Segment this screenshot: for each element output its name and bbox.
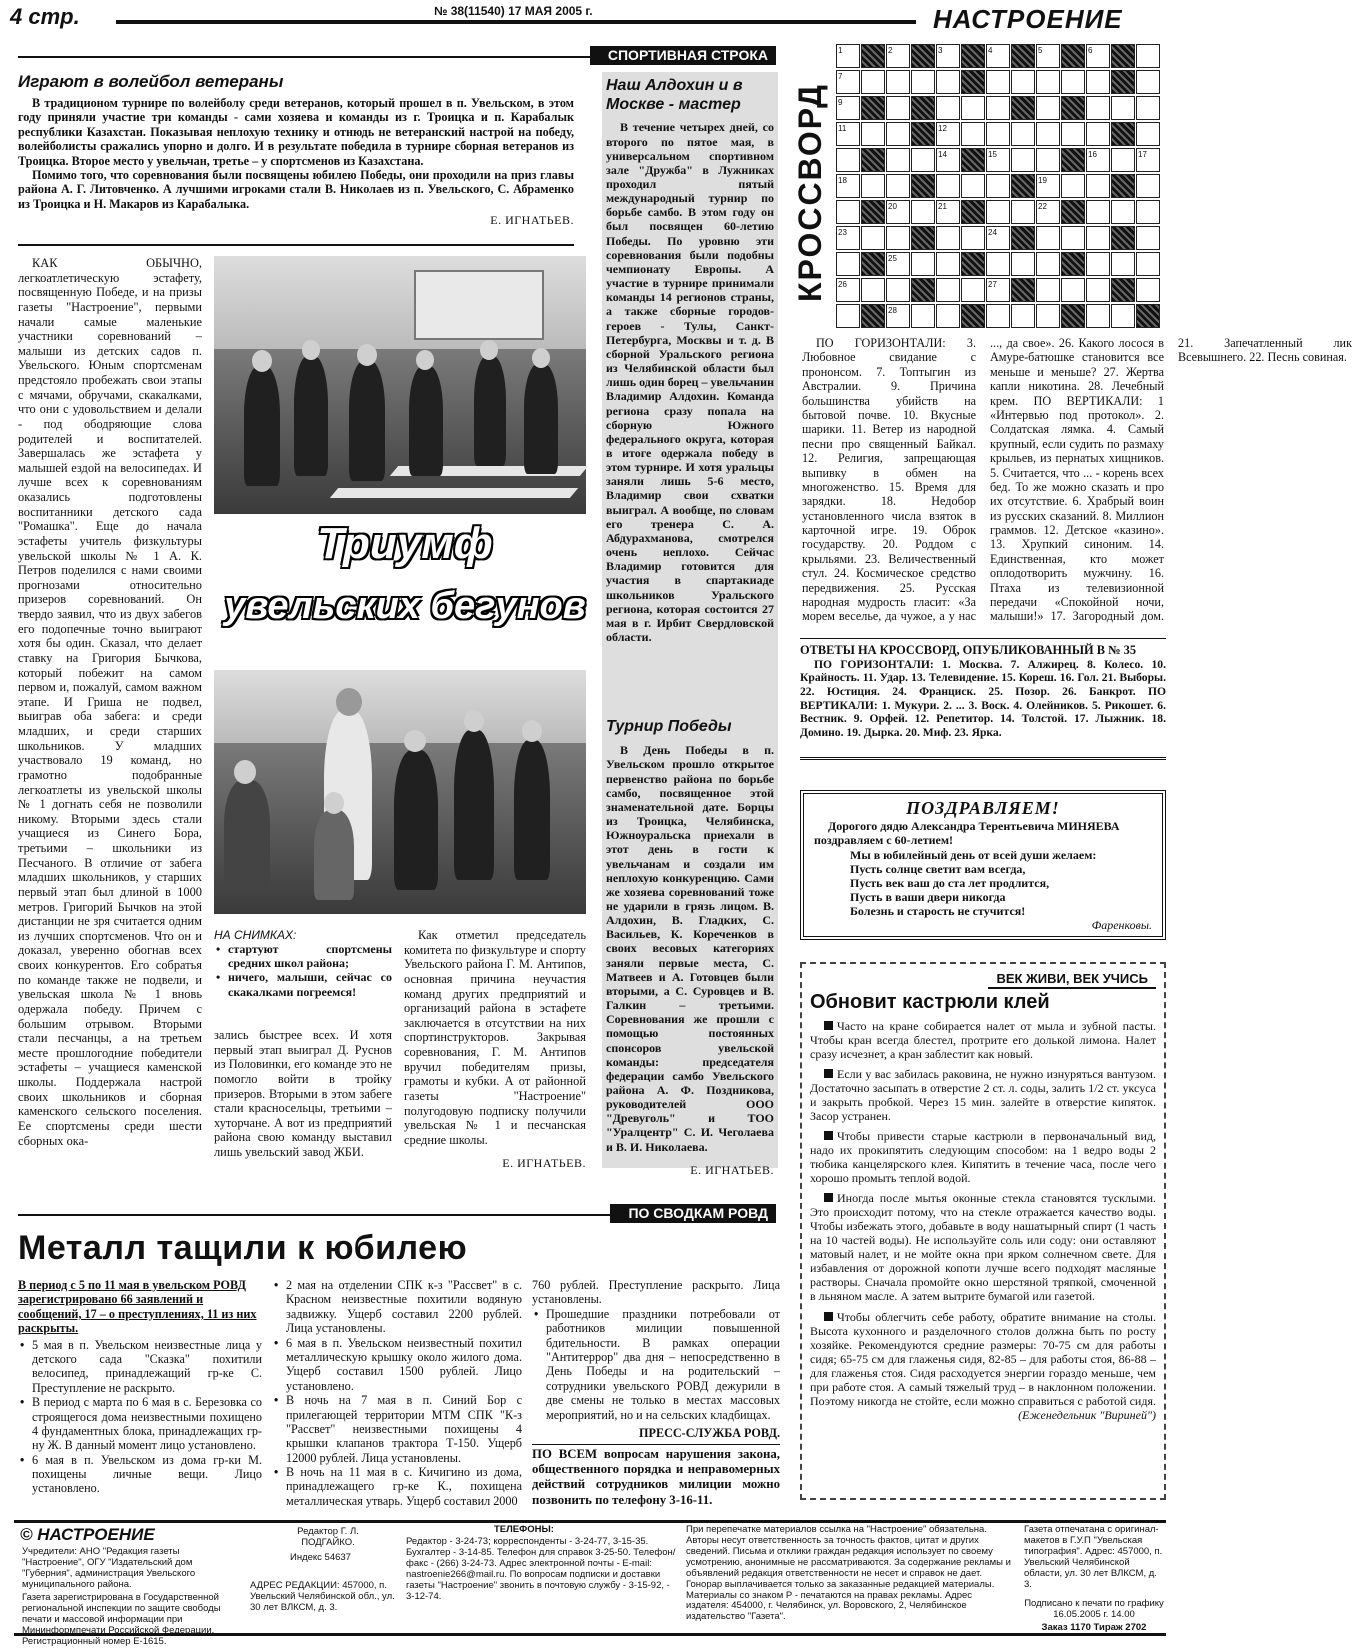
crossword-cell[interactable] <box>1036 252 1060 276</box>
crossword-cell[interactable]: 18 <box>836 174 860 198</box>
tip-paragraph: Часто на кране собирается налет от мыла и зубной пасты. Чтобы кран всегда блестел, протрите его долькой лимона. Налет сразу исчезнет, а кран заблестит как новый. <box>810 1018 1156 1061</box>
crossword-cell[interactable] <box>911 200 935 224</box>
crossword-black-cell <box>961 252 985 276</box>
crossword-cell[interactable] <box>1036 304 1060 328</box>
crossword-black-cell <box>1061 44 1085 68</box>
footer <box>14 1520 1166 1647</box>
crossword-cell[interactable] <box>1061 278 1085 302</box>
footer-signed: Подписано к печати по графику 16.05.2005 г. 14.00 <box>1024 1598 1164 1620</box>
crossword-cell[interactable] <box>1111 304 1135 328</box>
crossword-cell[interactable] <box>986 174 1010 198</box>
triumph-headline <box>220 518 590 668</box>
crossword-cell[interactable]: 25 <box>886 252 910 276</box>
crossword-cell[interactable] <box>1011 304 1035 328</box>
volleyball-signature: Е. ИГНАТЬЕВ. <box>490 213 574 228</box>
answers-text: ПО ГОРИЗОНТАЛИ: 1. Москва. 7. Алжирец. 8. Колесо. 10. Крайность. 11. Удар. 13. Телевидение. 15. Кореш. 16. Гол. 21. Выборы. 22. Юстиция. 24. Франциск. 25. Позор. 26. Банкрот. ПО ВЕРТИКАЛИ: 1. Мукури. 2. ... 3. Воск. 4. Олейников. 5. Рикошет. 6. Вестник. 9. Орфей. 12. Репетитор. 14. Толстой. 17. Лыжник. 18. Домино. 19. Дырка. 20. Миф. 23. Ярка. <box>800 657 1166 739</box>
triumph-signature: Е. ИГНАТЬЕВ. <box>502 1156 586 1170</box>
crossword-cell[interactable]: 28 <box>886 304 910 328</box>
rovd-title: Металл тащили к юбилею <box>18 1229 468 1267</box>
tip-paragraph: Чтобы привести старые кастрюли в первоначальный вид, надо их прокипятить следующим способом: на 1 ведро воды 2 тюбика канцелярского клея. Кипятить в течение часа, после чего хорошо промыть теплой водой. <box>810 1129 1156 1186</box>
crossword-cell[interactable] <box>886 148 910 172</box>
crossword-cell[interactable] <box>886 226 910 250</box>
crossword-black-cell <box>961 44 985 68</box>
crossword-black-cell <box>1111 226 1135 250</box>
crossword-cell[interactable]: 1 <box>836 44 860 68</box>
crossword-cell[interactable] <box>961 174 985 198</box>
crossword-cell[interactable] <box>1036 122 1060 146</box>
footer-address: АДРЕС РЕДАКЦИИ: 457000, п. Увельский Челябинской обл., ул. 30 лет ВЛКСМ, д. 3. <box>250 1580 395 1613</box>
footer-rules: При перепечатке материалов ссылка на "Настроение" обязательна. Авторы несут ответственность за точность фактов, цитат и других сведений. Письма и отклики граждан редакция использует по своему усмотрению, анонимные не рассматриваются. За содержание рекламы и объявлений редакция ответственности не несет и справок не дает. Гонорар выплачивается только за заказанные редакцией материалы. Материалы со знаком Р - печатаются на правах рекламы. Адрес издателя: 454000, г. Челябинск, ул. Воровского, 2, Челябинское издательство "Газета". <box>686 1524 1011 1623</box>
aldokhin-text: В течение четырех дней, со второго по пятое мая, в универсальном спортивном зале "Дружба" в Лужниках проходил пятый международный турнир по борьбе самбо. В этом году он был посвящен 60-летию Победы. По уровню эти соревнования были подобны чемпионату Европы. А участие в турнире принимали команды 14 регионов страны, а также сборные городов-героев - Тулы, Санкт-Петербурга, Москвы и т. д. В сборной Уральского региона из Челябинской области был лишь один борец – увельчанин Владимир Алдохин. Команда региона сразу попала на сборную Южного федерального округа, которая в итоге одержала победу в этом турнире. И хотя уральцы заняли лишь 5-6 место, Владимир свои схватки выиграл. А вообще, по словам его тренера С. А. Абдурахманова, смотрелся очень неплохо. Сейчас Владимир готовится для участия в спартакиаде школьников Уральского региона, которая состоится 27 мая в г. Ирбит Свердловской области. <box>606 120 774 644</box>
crossword-cell[interactable] <box>1011 200 1035 224</box>
crossword-cell[interactable] <box>936 304 960 328</box>
square-bullet-icon <box>824 1193 833 1202</box>
crossword-cell[interactable] <box>1136 70 1160 94</box>
issue-line: № 38(11540) 17 МАЯ 2005 г. <box>428 4 599 18</box>
crossword-cell[interactable]: 14 <box>936 148 960 172</box>
crossword-cell[interactable] <box>886 174 910 198</box>
crossword-black-cell <box>861 44 885 68</box>
crossword-cell[interactable] <box>1111 200 1135 224</box>
photo-children <box>214 670 586 914</box>
footer-editor: Редактор Г. Л. ПОДГАЙКО. <box>297 1526 359 1548</box>
crossword-clues <box>802 336 1352 632</box>
crossword-cell[interactable] <box>961 278 985 302</box>
crossword-cell[interactable] <box>961 226 985 250</box>
crossword-cell[interactable]: 11 <box>836 122 860 146</box>
crossword-section <box>792 40 1352 762</box>
crossword-black-cell <box>1011 96 1035 120</box>
crossword-cell[interactable]: 2 <box>886 44 910 68</box>
crossword-cell[interactable] <box>1036 278 1060 302</box>
crossword-black-cell <box>861 252 885 276</box>
crossword-black-cell <box>1011 278 1035 302</box>
divider <box>18 244 574 246</box>
tip-paragraph: Чтобы облегчить себе работу, обратите внимание на столы. Высота кухонного и разделочного столов должна быть по росту хозяйке. Рекомендуются средние размеры: 70-75 см для работы сидя; 65-75 см для глаженья сидя, 82-85 – для работы стоя, 86-88 – для глаженья стоя. Сидя расходуется энергии гораздо меньше, чем при работе стоя. А самый тяжелый труд – в наклонном положении. Поэтому никогда не стойте, если можно справиться с работой сидя. <box>810 1309 1156 1408</box>
crossword-cell[interactable]: 27 <box>986 278 1010 302</box>
crossword-cell[interactable]: 22 <box>1036 200 1060 224</box>
crossword-cell[interactable] <box>1136 200 1160 224</box>
crossword-cell[interactable] <box>1036 96 1060 120</box>
rovd-item: • В ночь на 11 мая в с. Кичигино из дома, принадлежащего гр-ке К., похищена металлическая утварь. Ущерб составил 2000 <box>272 1465 522 1508</box>
crossword-cell[interactable] <box>986 304 1010 328</box>
footer-index: Индекс 54637 <box>290 1552 351 1563</box>
crossword-black-cell <box>1111 44 1135 68</box>
photo-captions <box>214 928 392 1008</box>
footer-phones-title: ТЕЛЕФОНЫ: <box>494 1524 554 1535</box>
crossword-cell[interactable] <box>1011 148 1035 172</box>
crossword-vertical-title: КРОССВОРД <box>792 83 828 303</box>
volleyball-article <box>18 72 574 240</box>
crossword-black-cell <box>1061 96 1085 120</box>
crossword-cell[interactable] <box>1061 226 1085 250</box>
crossword-cell[interactable] <box>1111 96 1135 120</box>
triumph-column-1 <box>18 256 202 1176</box>
volleyball-title: Играют в волейбол ветераны <box>18 72 284 91</box>
crossword-cell[interactable] <box>911 252 935 276</box>
rovd-item: • 2 мая на отделении СПК к-з "Рассвет" в с. Красном неизвестные похитили водяную задвижку. Ущерб составил 2200 рублей. Лица установлены. <box>272 1278 522 1336</box>
crossword-cell[interactable] <box>1011 122 1035 146</box>
crossword-cell[interactable] <box>1136 174 1160 198</box>
crossword-black-cell <box>1111 122 1135 146</box>
crossword-cell[interactable]: 24 <box>986 226 1010 250</box>
tip-paragraph: Иногда после мытья оконные стекла становятся тусклыми. Это происходит потому, что на стекле отражается качество воды. Чтобы избежать этого, добавьте в воду нашатырный спирт (1 часть на 10 частей воды). Не используйте соль или соду: они оставляют матовый налет, и не мойте окна при ярком солнечном свете. Для избавления от дорожной копоти лучше всего подходят масляные растворы. Сначала промойте окно шерстяной тряпкой, смоченной в льняном масле. А затем вытрите бумагой или газетой. <box>810 1191 1156 1304</box>
crossword-cell[interactable] <box>1136 226 1160 250</box>
crossword-cell[interactable]: 23 <box>836 226 860 250</box>
rovd-item: • В ночь на 7 мая в п. Синий Бор с прилегающей территории МТМ СПК "К-з "Рассвет" неизвестными похищены 4 крышки клапанов трактора Т-150. Ущерб 12000 рублей. Лица установлены. <box>272 1393 522 1465</box>
crossword-black-cell <box>861 200 885 224</box>
rovd-note: ПО ВСЕМ вопросам нарушения закона, общественного порядка и неправомерных действий сотрудников милиции можно позвонить по телефону 3-16-11. <box>532 1444 780 1507</box>
crossword-cell[interactable] <box>936 226 960 250</box>
rovd-list <box>18 1338 262 1496</box>
crossword-black-cell <box>961 304 985 328</box>
crossword-cell[interactable] <box>936 278 960 302</box>
crossword-cell[interactable]: 3 <box>936 44 960 68</box>
page-number: 4 стр. <box>10 4 80 29</box>
footer-phones: Редактор - 3-24-73; корреспонденты - 3-24-77, 3-15-35. Бухгалтер - 3-14-85. Телефон для справок 3-25-50. Телефон/факс - (266) 3-24-73. Адрес электронной почты - E-mail: nastroenie266@mail.ru. По вопросам подписки и доставки газеты "Настроение" звонить в почтовую службу - 3-15-92, - 3-12-74. <box>406 1536 676 1602</box>
crossword-cell[interactable]: 4 <box>986 44 1010 68</box>
crossword-cell[interactable]: 5 <box>1036 44 1060 68</box>
crossword-black-cell <box>911 174 935 198</box>
crossword-cell[interactable] <box>836 304 860 328</box>
rovd-rubric-line <box>18 1214 610 1216</box>
crossword-black-cell <box>1011 226 1035 250</box>
crossword-cell[interactable] <box>911 148 935 172</box>
crossword-cell[interactable]: 12 <box>936 122 960 146</box>
aldokhin-title: Наш Алдохин и в Москве - мастер <box>606 77 743 114</box>
crossword-cell[interactable] <box>1086 304 1110 328</box>
rovd-column-1 <box>18 1278 262 1514</box>
header-rule <box>116 20 916 24</box>
rovd-signature: ПРЕСС-СЛУЖБА РОВД. <box>639 1425 780 1440</box>
rovd-item: • Прошедшие праздники потребовали от работников милиции повышенной бдительности. В рамках операции "Антитеррор" два дня – непосредственно в День Победы и на родительский – сотрудники увельского РОВД дежурили в две смены не только в местах массовых мероприятий, но и на сельских кладбищах. <box>532 1307 780 1422</box>
crossword-cell[interactable] <box>961 122 985 146</box>
crossword-black-cell <box>861 304 885 328</box>
crossword-cell[interactable] <box>936 252 960 276</box>
crossword-cell[interactable] <box>1086 122 1110 146</box>
crossword-black-cell <box>911 122 935 146</box>
crossword-cell[interactable] <box>836 200 860 224</box>
photo-runners <box>214 256 586 514</box>
crossword-black-cell <box>961 200 985 224</box>
crossword-cell[interactable]: 15 <box>986 148 1010 172</box>
congrats-line: Пусть век ваш до ста лет продлится, <box>850 875 1050 890</box>
crossword-black-cell <box>1111 70 1135 94</box>
footer-registration: Газета зарегистрирована в Государственной региональной инспекции по защите свободы печати и массовой информации при Мининформпечати Российской Федерации. Регистрационный номер Е-1615. <box>22 1592 221 1647</box>
crossword-cell[interactable] <box>1086 252 1110 276</box>
tips-title: Обновит кастрюли клей <box>810 991 1050 1014</box>
crossword-cell[interactable] <box>1011 252 1035 276</box>
crossword-black-cell <box>1061 304 1085 328</box>
footer-founders: Учредители: АНО "Редакция газеты "Настроение", ОГУ "Издательский дом "Губерния", администрация Увельского муниципального района. <box>22 1546 196 1590</box>
crossword-cell[interactable] <box>836 252 860 276</box>
sport-rubric: СПОРТИВНАЯ СТРОКА <box>590 46 776 65</box>
crossword-black-cell <box>911 226 935 250</box>
square-bullet-icon <box>824 1131 833 1140</box>
crossword-cell[interactable] <box>986 70 1010 94</box>
square-bullet-icon <box>824 1069 833 1078</box>
crossword-cell[interactable]: 26 <box>836 278 860 302</box>
answers-box <box>800 638 1166 760</box>
crossword-cell[interactable] <box>1086 174 1110 198</box>
congrats-line: Болезнь и старость не стучится! <box>850 904 1026 919</box>
footer-logo: © НАСТРОЕНИЕ <box>20 1525 155 1544</box>
captions-title: НА СНИМКАХ: <box>214 928 297 942</box>
page-header <box>8 2 1167 36</box>
caption-1: • стартуют спортсмены средних школ района; <box>214 942 392 970</box>
crossword-black-cell <box>911 44 935 68</box>
congrats-line: Пусть в ваши двери никогда <box>850 890 1006 905</box>
crossword-black-cell <box>911 96 935 120</box>
crossword-cell[interactable] <box>1086 70 1110 94</box>
tips-source: (Еженедельник "Вириней") <box>1018 1407 1156 1422</box>
crossword-cell[interactable] <box>1111 252 1135 276</box>
rovd-continuation: 760 рублей. Преступление раскрыто. Лица установлены. <box>532 1278 780 1307</box>
crossword-black-cell <box>1061 252 1085 276</box>
volleyball-paragraph: Помимо того, что соревнования были посвящены юбилею Победы, они проходили на приз главы района А. Г. Литовченко. А лучшими игроками стали В. Николаев из п. Увельского, С. Абраменко из Троицка и Н. Макаров из Карабалыка. <box>18 168 574 211</box>
crossword-cell[interactable] <box>1061 122 1085 146</box>
crossword-cell[interactable]: 19 <box>1036 174 1060 198</box>
crossword-cell[interactable] <box>1061 70 1085 94</box>
answers-title: ОТВЕТЫ НА КРОССВОРД, ОПУБЛИКОВАННЫЙ В № 35 <box>800 643 1137 657</box>
rovd-item: • 6 мая в п. Увельском неизвестный похитил металлическую крышку около жилого дома. Ущерб составил 1500 рублей. Лицо установлено. <box>272 1336 522 1394</box>
congrats-title: ПОЗДРАВЛЯЕМ! <box>906 798 1060 818</box>
triumph-column-3 <box>404 928 586 1176</box>
crossword-cell[interactable] <box>886 96 910 120</box>
rubric-line <box>18 56 590 58</box>
congrats-line: Мы в юбилейный день от всей души желаем: <box>850 847 1097 862</box>
wrestling-sidebar <box>602 72 778 1178</box>
crossword-cell[interactable] <box>861 70 885 94</box>
crossword-cell[interactable] <box>886 70 910 94</box>
rovd-rubric: ПО СВОДКАМ РОВД <box>610 1204 776 1223</box>
congrats-signature: Фаренковы. <box>1091 918 1152 933</box>
crossword-cell[interactable] <box>1086 278 1110 302</box>
crossword-cell[interactable] <box>861 278 885 302</box>
crossword-cell[interactable] <box>1086 200 1110 224</box>
crossword-cell[interactable] <box>961 96 985 120</box>
caption-2: • ничего, малыши, сейчас со скакалками погреемся! <box>214 970 392 998</box>
crossword-cell[interactable]: 20 <box>886 200 910 224</box>
turnir-text: В День Победы в п. Увельском прошло открытое первенство района по борьбе самбо, посвященное этой знаменательной дате. Борцы из Троицка, Челябинска, Южноуральска приехали в этот день в гости к увельчанам и создали им неплохую конкуренцию. Сами же хозяева соревнований тоже не ударили в грязь лицом. В. Алдохин, В. Гладких, С. Васильев, К. Кореченков в своих весовых категориях заняли первые места, С. Матвеев и А. Готовцев были вторыми, а С. Суровцев и В. Галкин – третьими. Соревнования же прошли с помощью постоянных спонсоров увельской команды: председателя федерации самбо Увельского района А. Ф. Поздникова, руководителей ООО "Древуголь" и ТОО "Уралцентр" С. И. Чеголаева и В. И. Николаева. <box>606 743 774 1154</box>
crossword-cell[interactable] <box>1036 226 1060 250</box>
tip-paragraph: Если у вас забилась раковина, не нужно изнуряться вантузом. Достаточно засыпать в отверстие 2 ст. л. соды, залить 1/2 ст. уксуса и закрыть пробкой. Через 15 мин. залейте в отверстие кипяток. Засор устранен. <box>810 1067 1156 1124</box>
crossword-cell[interactable] <box>861 174 885 198</box>
footer-order: Заказ 1170 Тираж 2702 <box>1041 1622 1147 1633</box>
crossword-black-cell <box>961 148 985 172</box>
volleyball-paragraph: В традиционом турнире по волейболу среди ветеранов, который прошел в п. Увельском, в этом году приняли участие три команды - сами хозяева и команды из г. Троицка и п. Карабалык республики Казахстан. Показывая неплохую технику и отнюдь не ветеранский настрой на победу, волейболисты сражались упорно и долго. И в результате победила в турнире сборная ветеранов из Троицка. Второе место у увельчан, третье – у спортсменов из Казахстана. <box>18 96 574 168</box>
headline-line-2: увельских бегунов <box>224 584 586 627</box>
crossword-black-cell <box>1011 44 1035 68</box>
crossword-cell[interactable] <box>1136 44 1160 68</box>
crossword-cell[interactable] <box>1086 96 1110 120</box>
crossword-cell[interactable] <box>986 96 1010 120</box>
rovd-list <box>532 1307 780 1422</box>
headline-line-1: Триумф <box>317 519 493 568</box>
crossword-cell[interactable] <box>836 148 860 172</box>
crossword-cell[interactable] <box>861 226 885 250</box>
square-bullet-icon <box>824 1312 833 1321</box>
crossword-cell[interactable] <box>986 200 1010 224</box>
tips-rubric: ВЕК ЖИВИ, ВЕК УЧИСЬ <box>988 970 1156 989</box>
crossword-black-cell <box>1136 304 1160 328</box>
crossword-cell[interactable] <box>886 122 910 146</box>
clues-text: ПО ГОРИЗОНТАЛИ: 3. Любовное свидание с прононсом. 7. Топтыгин из Австралии. 9. Причина большинства убийств на бытовой почве. 10. Вкусные шарики. 11. Ветер из народной песни про священный Байкал. 12. Религия, запрещающая выпивку в обмен на многоженство. 15. Время для зарядки. 18. Недобор установленного числа взяток в карточной игре. 19. Оброк государству. 20. Роддом с крыльями. 23. Величественный стул. 24. Космическое средство передвижения. 25. Русская народная мудрость гласит: «За морем веселье, да чужое, а у нас ..., да свое». 26. Какого лосося в Амуре-батюшке становится все меньше и меньше? 27. Жертва капли никотина. 28. Лечебный крем. ПО ВЕРТИКАЛИ: 1 «Интервью под протокол». 2. Солдатская лямка. 4. Самый крупный, если судить по размаху крыльев, из пернатых хищников. 5. Считается, что ... - корень всех бед. То же можно сказать и про их отсутствие. 6. Храбрый воин из русских сказаний. 8. Миллион граммов. 12. Детское «казино». 13. Хрупкий синоним. 14. Единственная, кто может оплодотворить мужчину. 16. Птаха из телевизионной передачи «Спокойной ночи, малыши!» 17. Загородный дом. 21. Запечатленный лик Всевышнего. 22. Песнь совиная. <box>802 336 1352 624</box>
crossword-cell[interactable] <box>1136 252 1160 276</box>
crossword-cell[interactable] <box>936 96 960 120</box>
crossword-cell[interactable]: 17 <box>1136 148 1160 172</box>
square-bullet-icon <box>824 1021 833 1030</box>
rovd-item: • В период с марта по 6 мая в с. Березовка со строящегося дома неизвестными похищено 4 фундаментных блока, принадлежащих гр-ну Ж. В данный момент лицо установлено. <box>18 1395 262 1453</box>
crossword-black-cell <box>1111 278 1135 302</box>
crossword-cell[interactable]: 21 <box>936 200 960 224</box>
crossword-cell[interactable] <box>861 122 885 146</box>
triumph-text: Как отметил председатель комитета по физкультуре и спорту Увельского района Г. М. Антипов, основная причина неучастия команд других предприятий и организаций района в эстафете заключается в отсутствии на них спортинструкторов. Закрывая соревнования, Г. М. Антипов вручил победителям призы, грамоты и кубки. А от районной газеты "Настроение" полугодовую подписку получили увельская № 1 и песчанская средние школы. <box>404 928 586 1147</box>
crossword-black-cell <box>1111 174 1135 198</box>
crossword-cell[interactable] <box>1036 148 1060 172</box>
crossword-black-cell <box>1061 148 1085 172</box>
congrats-box <box>800 790 1166 940</box>
crossword-cell[interactable] <box>1086 226 1110 250</box>
tips-box <box>800 962 1166 1500</box>
crossword-black-cell <box>1011 174 1035 198</box>
crossword-cell[interactable] <box>1011 70 1035 94</box>
crossword-black-cell <box>911 278 935 302</box>
crossword-black-cell <box>861 148 885 172</box>
crossword-cell[interactable] <box>936 70 960 94</box>
crossword-cell[interactable] <box>1061 174 1085 198</box>
crossword-black-cell <box>1061 200 1085 224</box>
crossword-cell[interactable]: 16 <box>1086 148 1110 172</box>
crossword-black-cell <box>861 96 885 120</box>
crossword-cell[interactable] <box>1136 122 1160 146</box>
crossword-cell[interactable] <box>911 304 935 328</box>
rovd-lead: В период с 5 по 11 мая в увельском РОВД зарегистрировано 66 заявлений и сообщений, 17 – о преступлениях, 11 из них раскрыты. <box>18 1278 257 1336</box>
triumph-text: КАК ОБЫЧНО, легкоатлетическую эстафету, посвященную Победе, и на призы газеты "Настроение", первыми начали самые маленькие участники соревнований – малыши из детских садов п. Увельского. Юным спортсменам предстояло пробежать свои этапы с мячами, обручами, скакалками, что они с удовольствием и делали - под ободряющие слова родителей и воспитателей. Завершалась же эстафета у малышей ездой на велосипедах. И лучше всех к соревнованиям оказались подготовлены воспитанники детского сада "Ромашка". Еще до начала эстафеты учитель физкультуры увельской школы № 1 А. К. Петров поделился с нами своими прогнозами относительно призеров соревнований. Он твердо заявил, что из двух забегов его подопечные точно выиграют хотя бы один. Сказал, что делает ставку на Григория Бычкова, который побежит на самом первом и, пожалуй, самом важном этапе. И Гриша не подвел, выиграв оба забега: и среди младших, и среди старших школьников. У младших участвовало 19 команд, но грамотно подобранные легкоатлеты из увельской школы № 1 догнать себя не позволили никому. Вторыми здесь стали учащиеся из Синего Бора, третьими – школьники из Песчаного. В отличие от забега младших школьников, у старших первый этап был длиной в 1000 метров. Григорий Бычков на этой дистанции не зря считается одним из лучших спортсменов. Что он и доказал, уверенно обогнав всех своих конкурентов. Его собратья по команде также не подвели, и увельская школа № 1 вновь одержала победу. Причем с большим отрывом. Вторыми стали песчанцы, а на третьем месте прошлогодние победители эстафеты – учащиеся каменской школы. Поддержала настрой своих школьников и сборная каменского сельского поселения. Ее спортсмены среди шести сборных ока- <box>18 256 202 1148</box>
rovd-column-3 <box>532 1278 780 1514</box>
crossword-cell[interactable] <box>1136 278 1160 302</box>
triumph-column-2 <box>214 1028 392 1178</box>
crossword-cell[interactable] <box>986 252 1010 276</box>
crossword-cell[interactable] <box>936 174 960 198</box>
crossword-cell[interactable] <box>1036 70 1060 94</box>
crossword-cell[interactable] <box>1111 148 1135 172</box>
rovd-list <box>272 1278 522 1508</box>
crossword-cell[interactable]: 6 <box>1086 44 1110 68</box>
rovd-column-2 <box>272 1278 522 1514</box>
masthead-title: НАСТРОЕНИЕ <box>933 4 1123 34</box>
crossword-black-cell <box>961 70 985 94</box>
congrats-intro: Дорогого дядю Александра Терентьевича МИНЯЕВА поздравляем с 60-летием! <box>814 819 1120 848</box>
triumph-text: зались быстрее всех. И хотя первый этап выиграл Д. Руснов из Половинки, его команде это не помогло войти в тройку призеров. Вторыми в этом забеге стали красносельцы, третьими – хуторчане. А вот из предприятий района свою команду выставил лишь увельский завод ЖБИ. <box>214 1028 392 1159</box>
crossword-cell[interactable] <box>986 122 1010 146</box>
crossword-cell[interactable] <box>1136 96 1160 120</box>
turnir-signature: Е. ИГНАТЬЕВ. <box>690 1163 774 1178</box>
rovd-item: • 5 мая в п. Увельском неизвестные лица у детского сада "Сказка" похитили велосипед, принадлежащий гр-ке С. Преступление не раскрыто. <box>18 1338 262 1396</box>
footer-print: Газета отпечатана с оригинал-макетов в Г.У.П "Увельская типография". Адрес: 457000, п. Увельский Челябинской области, ул. 30 лет ВЛКСМ, д. 3. <box>1024 1524 1163 1590</box>
crossword-cell[interactable]: 9 <box>836 96 860 120</box>
rovd-item: • 6 мая в п. Увельском из дома гр-ки М. похищены личные вещи. Лицо установлено. <box>18 1453 262 1496</box>
crossword-cell[interactable] <box>911 70 935 94</box>
crossword-grid <box>836 44 1162 328</box>
crossword-cell[interactable] <box>886 278 910 302</box>
crossword-cell[interactable]: 7 <box>836 70 860 94</box>
congrats-line: Пусть солнце светит вам всегда, <box>850 861 1026 876</box>
turnir-title: Турнир Победы <box>606 718 732 736</box>
